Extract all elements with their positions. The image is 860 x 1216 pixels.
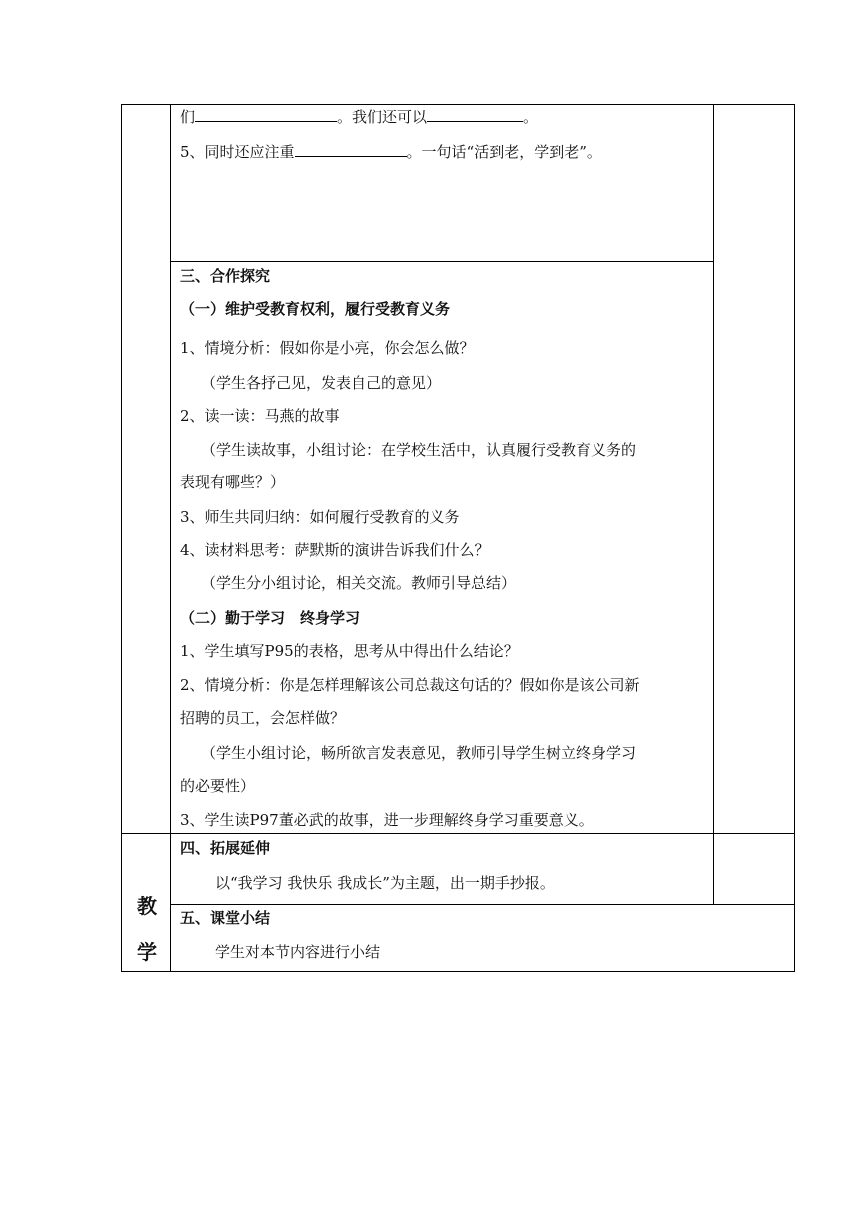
list-item: 的必要性） <box>180 777 256 795</box>
column-divider-left <box>170 104 171 972</box>
side-label-char-2: 学 <box>137 940 157 964</box>
blank-2 <box>427 107 523 122</box>
section-5-title: 五、课堂小结 <box>180 909 271 927</box>
column-divider-right <box>713 104 714 904</box>
list-item: （学生分小组讨论，相关交流。教师引导总结） <box>201 574 517 592</box>
table-border-right <box>794 104 795 972</box>
list-item: 2、读一读：马燕的故事 <box>180 407 340 425</box>
blank-1 <box>195 107 337 122</box>
text-segment: 。一句话“活到老，学到老”。 <box>406 143 602 161</box>
list-item: 1、学生填写P95的表格，思考从中得出什么结论？ <box>180 642 519 660</box>
list-item: 4、读材料思考：萨默斯的演讲告诉我们什么？ <box>180 541 490 559</box>
section-3-title: 三、合作探究 <box>180 267 271 285</box>
list-item: 1、情境分析：假如你是小亮，你会怎么做？ <box>180 339 475 357</box>
list-item: 3、学生读P97董必武的故事，进一步理解终身学习重要意义。 <box>180 811 594 829</box>
fill-blank-line-1 <box>180 107 538 127</box>
list-item: 3、师生共同归纳：如何履行受教育的义务 <box>180 508 460 526</box>
list-item: （学生小组讨论，畅所欲言发表意见，教师引导学生树立终身学习 <box>201 744 637 762</box>
list-item: 招聘的员工，会怎样做？ <box>180 709 346 727</box>
list-item: 2、情境分析：你是怎样理解该公司总裁这句话的？假如你是该公司新 <box>180 676 640 694</box>
list-item: 表现有哪些？） <box>180 473 286 491</box>
section-3-part-2-title: （二）勤于学习 终身学习 <box>180 609 361 627</box>
text-segment: 。 <box>523 108 539 126</box>
blank-3 <box>295 142 407 157</box>
lesson-plan-table <box>121 104 795 972</box>
section-5-body: 学生对本节内容进行小结 <box>215 943 381 961</box>
text-segment: 们 <box>180 108 196 126</box>
fill-blank-line-2 <box>180 142 602 162</box>
section-4-body: 以“我学习 我快乐 我成长”为主题，出一期手抄报。 <box>215 874 555 892</box>
row-divider-2 <box>121 833 795 834</box>
text-segment: 5、同时还应注重 <box>180 143 295 161</box>
side-label-char-1: 教 <box>137 894 157 918</box>
section-4-title: 四、拓展延伸 <box>180 839 271 857</box>
table-border-left <box>121 104 122 972</box>
row-divider-1 <box>170 261 714 262</box>
row-divider-3 <box>170 904 795 905</box>
list-item: （学生读故事，小组讨论：在学校生活中，认真履行受教育义务的 <box>201 441 637 459</box>
table-border-top <box>121 104 795 105</box>
section-3-part-1-title: （一）维护受教育权利，履行受教育义务 <box>180 300 451 318</box>
table-border-bottom <box>121 971 795 972</box>
text-segment: 。我们还可以 <box>337 108 428 126</box>
list-item: （学生各抒己见，发表自己的意见） <box>201 374 442 392</box>
